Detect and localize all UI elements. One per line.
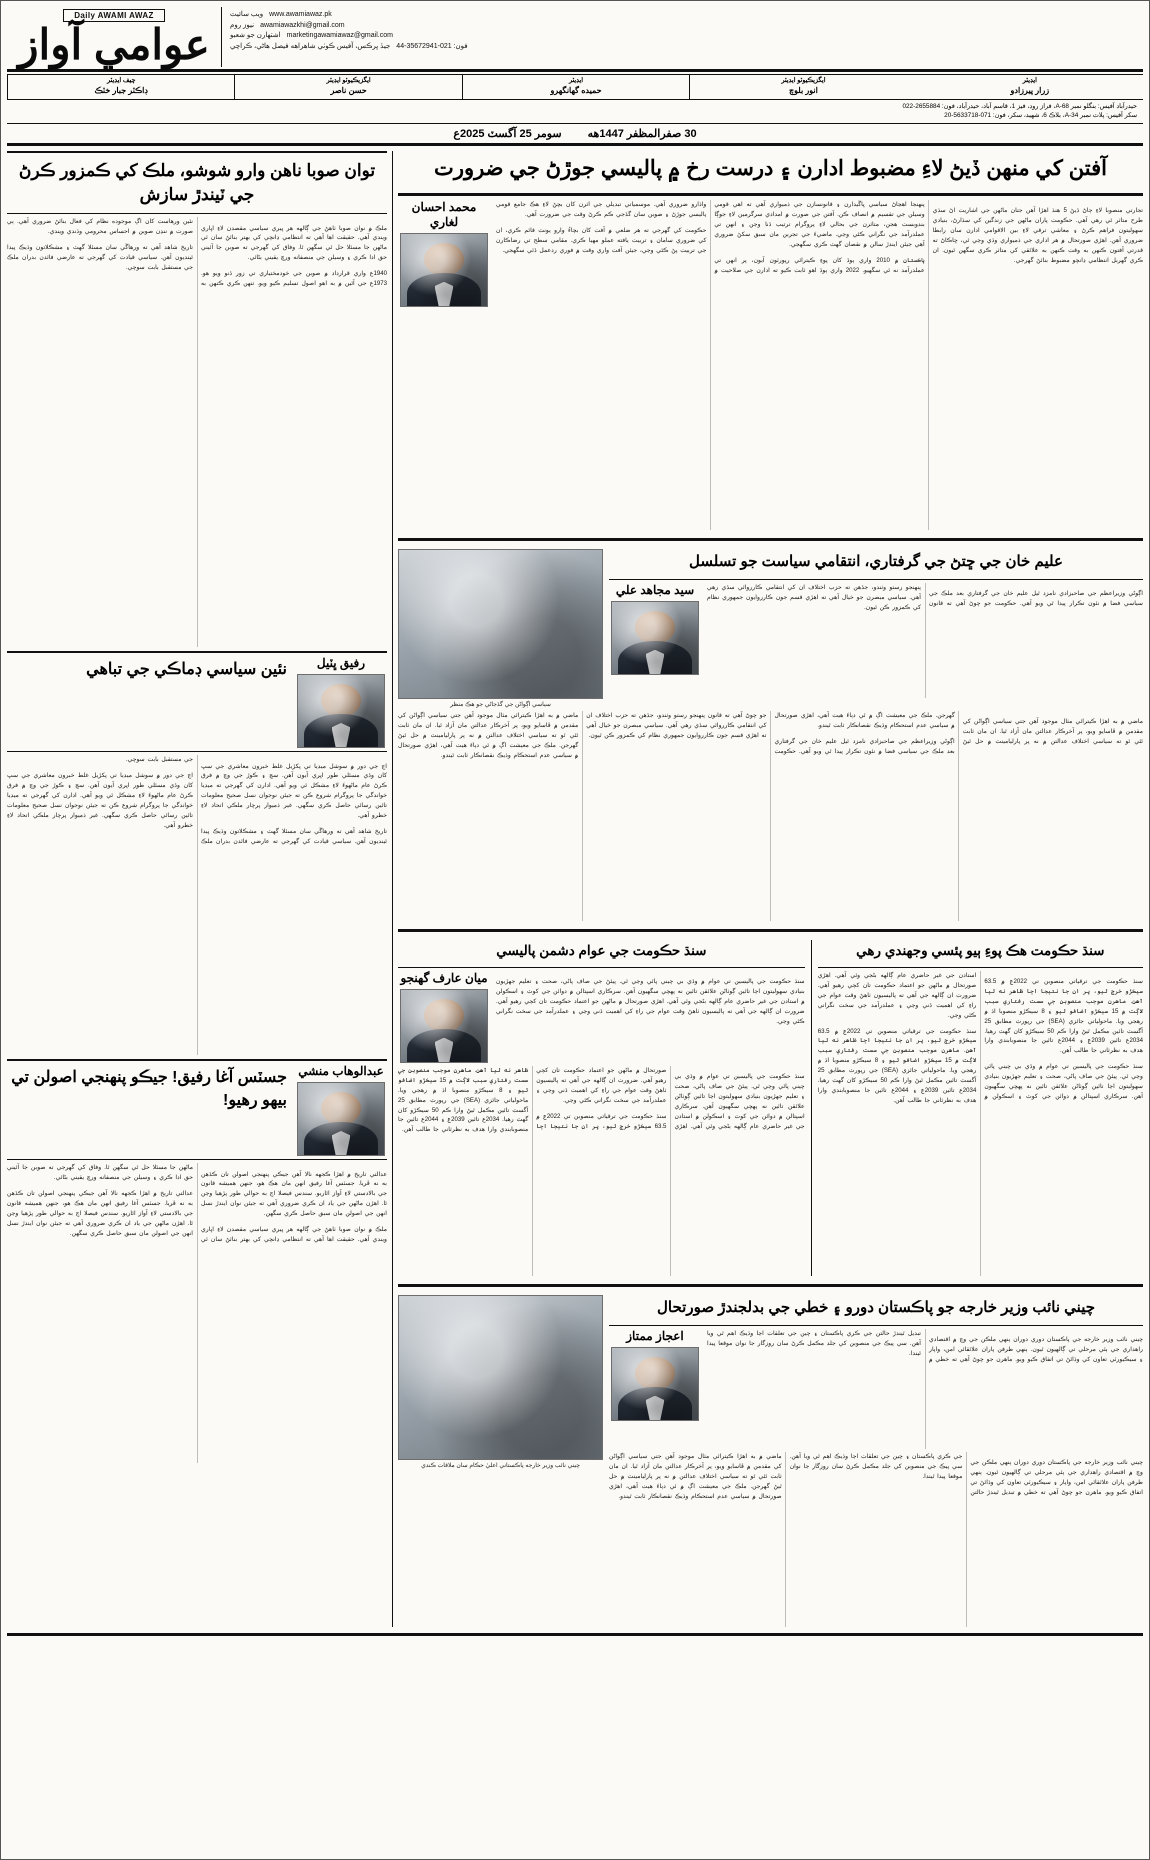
article-body bbox=[818, 971, 1143, 1276]
opinion-body bbox=[7, 217, 387, 647]
paragraph: چيني نائب وزير خارجه جي پاڪستان دوري دوران ٻنهي ملڪن جي وچ ۾ اقتصادي راهداري جي ٻئي مرحلي تي ڳالهيون ٿيون. ٻنهي طرفن پاران علائقائي امن، واپار ۽ سيڪيورٽي تعاون کي وڌائڻ تي اتفاق ڪيو ويو. ماهرن جو چوڻ آهي ته خطي ۾ تبديل ٿيندڙ حالتن جي ڪري پاڪستان ۽ چين جي تعلقات اڃا وڌيڪ اهم ٿي ويا آهن. سي پيڪ جي منصوبن کي جلد مڪمل ڪرڻ سان روزگار جا نوان موقعا پيدا ٿيندا. bbox=[707, 1330, 1143, 1363]
news-photo-block bbox=[398, 1295, 603, 1469]
opinion-article-justice bbox=[7, 1059, 387, 1463]
office-addresses bbox=[7, 100, 1143, 124]
staff-executive-editor-2 bbox=[689, 75, 916, 98]
staff-name: ڊاڪٽر جبار خٽڪ bbox=[94, 85, 148, 95]
paragraph: تجارتي منصوبا لاءِ ڄاڻ ڏيڻ 5 هنڌ اهڙا آهن جتان ماڻهن جي اشاريت اڻ سڌي طرح متاثر ٿي رهي آهي. حڪومت پاران ماڻهن جي زندگين کي سڌارڻ، بنيادي سهوليتون فراهم ڪرڻ ۽ معاشي ترقي لاءِ بين الاقوامي ادارن سان رابطا ضروري آهن. اهڙي صورتحال ۾ هر اداري جي ذميواري وڌي وڃي ٿي، ڇاڪاڻ ته قدرتي آفتون ڪنهن به وقت ڪنهن به علائقي کي متاثر ڪري سگهن ٿيون. ان ڪري گهربل انتظامي ڍانچو مضبوط بنائڻ گهرجي. bbox=[932, 207, 1143, 264]
paragraph: 1940ع واري قرارداد ۾ صوبن جي خودمختياري تي زور ڏنو ويو هو. 1973ع جي آئين ۾ به اهو اصول تسليم ڪيو ويو. تنهن ڪري ڪنهن به نئين ورهاست کان اڳ موجوده نظام کي فعال بنائڻ ضروري آهي. ٻي صورت ۾ ننڍن صوبن ۾ احساس محرومي وڌندي ويندي. bbox=[7, 218, 387, 287]
author-name: سيد مجاهد علي bbox=[615, 583, 695, 598]
opinion-headline: نئين سياسي ڊماڪي جي تباهي bbox=[86, 661, 287, 679]
author-photo bbox=[297, 1082, 385, 1156]
paragraph: سنڌ حڪومت جي ترقياتي منصوبن تي 2022ع ۾ 63.5 سيڪڙو خرچ ٿيو، پر ان جا نتيجا اڃا ظاهر نه ٿيا آهن. ماهرن موجب منصوبن جي سست رفتاري سبب لاڳت ۾ 15 سيڪڙو اضافو ٿيو ۽ 8 سيڪڙو منصوبا اڌ ۾ رهجي ويا. ماحولياتي جائزي (SEA) جي رپورٽ مطابق 25 آگسٽ تائين مڪمل ٿيڻ وارا ڪم 50 سيڪڙو کان گهٽ رهيا. 2034ع تائين 2039ع ۽ 2044ع تائين جا منصوبابندي وارا هدف به نظرثاني جا طالب آهن. bbox=[398, 1067, 667, 1134]
paragraph: ماضي ۾ به اهڙا ڪيترائي مثال موجود آهن جتي سياسي اڳواڻن کي مقدمن ۾ ڦاسايو ويو، پر آخرڪار عدالتن مان آزاد ٿيا. ان مان ثابت ٿئي ٿو ته سياسي اختلاف عدالتن ۾ نه پر پارليامينٽ ۾ حل ٿيڻ گهرجن. ملڪ جي معيشت اڳ ۾ ئي دٻاءَ هيٺ آهي، اهڙي صورتحال ۾ سياسي عدم استحڪام وڌيڪ نقصانڪار ثابت ٿيندو. bbox=[774, 712, 1143, 746]
author-block bbox=[609, 583, 701, 698]
news-photo-block bbox=[398, 549, 603, 708]
article-body-continued bbox=[398, 1066, 805, 1276]
main-column bbox=[398, 151, 1143, 1627]
newsroom-email[interactable]: awamiawazkhi@gmail.com bbox=[260, 21, 345, 29]
staff-name: انور بلوچ bbox=[789, 85, 818, 95]
opinion-headline: جسٽس آغا رفيق! جيڪو پنهنجي اصولن تي بيهو رهيو! bbox=[11, 1069, 287, 1109]
staff-role: ايگزيڪيوٽو ايڊيٽر bbox=[326, 77, 371, 85]
staff-editor-2 bbox=[917, 75, 1143, 98]
paragraph: ملڪ ۾ نوان صوبا ٺاهڻ جي ڳالهه هر ڀيري سياسي مقصدن لاءِ اڀاري ويندي آهي. حقيقت اها آهي ته انتظامي ڍانچي کي بهتر بنائڻ سان ئي ماڻهن جا مسئلا حل ٿي سگهن ٿا. وفاق کي گهرجي ته صوبن جا آئيني حق ادا ڪري ۽ وسيلن جي منصفانه ورڇ يقيني بڻائي. bbox=[7, 1164, 387, 1243]
paragraph: ملڪ ۾ نوان صوبا ٺاهڻ جي ڳالهه هر ڀيري سياسي مقصدن لاءِ اڀاري ويندي آهي. حقيقت اها آهي ته انتظامي ڍانچي کي بهتر بنائڻ سان ئي ماڻهن جا مسئلا حل ٿي سگهن ٿا. وفاق کي گهرجي ته صوبن جا آئيني حق ادا ڪري ۽ وسيلن جي منصفانه ورڇ يقيني بڻائي. bbox=[201, 224, 387, 262]
author-photo bbox=[400, 989, 488, 1063]
paragraph: چيني نائب وزير خارجه جي پاڪستان دوري دوران ٻنهي ملڪن جي وچ ۾ اقتصادي راهداري جي ٻئي مرحلي تي ڳالهيون ٿيون. ٻنهي طرفن پاران علائقائي امن، واپار ۽ سيڪيورٽي تعاون کي وڌائڻ تي اتفاق ڪيو ويو. ماهرن جو چوڻ آهي ته خطي ۾ تبديل ٿيندڙ حالتن جي ڪري پاڪستان ۽ چين جي تعلقات اڃا وڌيڪ اهم ٿي ويا آهن. سي پيڪ جي منصوبن کي جلد مڪمل ڪرڻ سان روزگار جا نوان موقعا پيدا ٿيندا. bbox=[789, 1453, 1143, 1496]
paragraph: عدالتي تاريخ ۾ اهڙا ڪجهه نالا آهن جيڪي پنهنجي اصولن تان ڪڏهن به نه ڦريا. جسٽس آغا رفيق انهن مان هڪ هو، جنهن هميشه قانون جي بالادستي لاءِ آواز اٿاريو. سندس فيصلا اڄ به حوالي طور پڙهيا وڃن ٿا. اهڙن ماڻهن جي ياد ان ڪري ضروري آهي ته جيئن نوان ايندڙ نسل انهن جي اصولن مان سبق حاصل ڪري سگهن. bbox=[201, 1170, 387, 1217]
author-photo bbox=[297, 674, 385, 748]
page-footer-rule bbox=[7, 1633, 1143, 1636]
author-block bbox=[295, 1064, 387, 1156]
article-headline: عليم خان جي ڇتڻ جي گرفتاري، انتقامي سياست جو تسلسل bbox=[689, 553, 1063, 571]
article-aleem-khan bbox=[398, 549, 1143, 921]
author-name: محمد احسان لغاري bbox=[411, 200, 477, 230]
paragraph: سنڌ حڪومت جي پاليسين تي عوام ۾ وڏي بي چيني پائي وڃي ٿي. پيئڻ جي صاف پاڻي، صحت ۽ تعليم جهڙيون بنيادي سهوليتون اڃا تائين ڳوٺاڻن علائقن تائين نه پهچي سگهيون آهن. سرڪاري اسپتالن ۾ دوائن جي کوٽ ۽ اسڪولن ۾ استادن جي غير حاضري عام ڳالهه بڻجي وئي آهي. اهڙي صورتحال ۾ ماڻهن جو اعتماد حڪومت تان کڄي رهيو آهي. ضرورت ان ڳالهه جي آهي ته پاليسيون ٺاهڻ وقت عوام جي راءِ کي اهميت ڏني وڃي ۽ عملدرآمد جي سخت نگراني ڪئي وڃي. bbox=[496, 978, 805, 1025]
article-row-sindh bbox=[398, 940, 1143, 1276]
staff-role: ايڊيٽر bbox=[1022, 77, 1037, 85]
article-body-continued bbox=[609, 1452, 1143, 1627]
paragraph: اڳوڻي وزيراعظم جي صاحبزادي نامزد ٿيل عليم خان جي گرفتاري بعد ملڪ جي سياسي فضا ۾ نئون تڪرار پيدا ٿي ويو آهي. حڪومت جو چوڻ آهي ته قانون پنهنجو رستو وٺندو، جڏهن ته حزب اختلاف ان کي انتقامي ڪارروائي سڏي رهي آهي. سياسي مبصرن جو خيال آهي ته اهڙي قسم جون ڪارروايون جمهوري نظام کي ڪمزور ڪن ٿيون. bbox=[707, 584, 1143, 611]
logo-english: Daily AWAMI AWAZ bbox=[63, 9, 165, 22]
masthead-phone: فون: 021-35672941-44 bbox=[396, 42, 468, 50]
opinion-column bbox=[7, 151, 387, 1627]
staff-role: ايگزيڪيوٽو ايڊيٽر bbox=[781, 77, 826, 85]
lead-body bbox=[496, 200, 1143, 530]
newsroom-label: نيوز روم bbox=[230, 21, 255, 29]
paragraph: پاڪستان ۾ 2010 واري ٻوڏ کان پوءِ ڪيترائي رپورٽون آيون، پر انهن تي عملدرآمد نه ٿي سگهيو. 2022 واري ٻوڏ اهو ثابت ڪيو ته ادارن جي صلاحيت ۾ واڌارو ضروري آهي. موسمياتي تبديلي جي اثرن کان بچڻ لاءِ هڪ جامع قومي پاليسي جوڙڻ ۽ صوبن سان گڏجي ڪم ڪرڻ وقت جي ضرورت آهي. bbox=[496, 201, 925, 274]
staff-editor-1 bbox=[462, 75, 689, 98]
logo-sindhi: عوامي آواز bbox=[18, 21, 210, 68]
masthead bbox=[7, 7, 1143, 72]
lead-headline: آفتن کي منهن ڏيڻ لاءِ مضبوط ادارن ۽ درست رخ ۾ پاليسي جوڙڻ جي ضرورت bbox=[434, 156, 1107, 180]
opinion-body bbox=[7, 1163, 387, 1463]
author-name: رفيق ڀٽيل bbox=[316, 656, 366, 671]
lead-article bbox=[398, 151, 1143, 530]
article-headline: سنڌ حڪومت هڪ پوءِ ٻيو پئسي وجهندي رهي bbox=[856, 943, 1105, 959]
paragraph: تاريخ شاهد آهي ته ورهاڱي سان مسئلا گهٽ ۽ مشڪلاتون وڌيڪ پيدا ٿينديون آهن. سياسي قيادت کي گهرجي ته عارضي فائدن بدران ملڪ جي مستقبل بابت سوچي. bbox=[7, 244, 193, 271]
date-gregorian: سومر 25 آگسٽ 2025ع bbox=[453, 127, 562, 140]
paragraph: سنڌ حڪومت جي پاليسين تي عوام ۾ وڏي بي چيني پائي وڃي ٿي. پيئڻ جي صاف پاڻي، صحت ۽ تعليم جهڙيون بنيادي سهوليتون اڃا تائين ڳوٺاڻن علائقن تائين نه پهچي سگهيون آهن. سرڪاري اسپتالن ۾ دوائن جي کوٽ ۽ اسڪولن ۾ استادن جي غير حاضري عام ڳالهه بڻجي وئي آهي. اهڙي صورتحال ۾ ماڻهن جو اعتماد حڪومت تان کڄي رهيو آهي. ضرورت ان ڳالهه جي آهي ته پاليسيون ٺاهڻ وقت عوام جي راءِ کي اهميت ڏني وڃي ۽ عملدرآمد جي سخت نگراني ڪئي وڃي. bbox=[817, 972, 1143, 1100]
news-photo bbox=[398, 1295, 603, 1460]
article-body bbox=[707, 1329, 1143, 1449]
ads-label: اشتهارن جو شعبو bbox=[230, 32, 281, 39]
staff-role: ايڊيٽر bbox=[568, 77, 584, 85]
author-name: عبدالوهاب منشي bbox=[298, 1064, 384, 1079]
article-headline: سنڌ حڪومت جي عوام دشمن پاليسي bbox=[496, 943, 707, 959]
lead-author-block bbox=[398, 200, 490, 530]
masthead-contact bbox=[222, 7, 1143, 67]
article-body bbox=[496, 971, 805, 1061]
paragraph: اڳوڻي وزيراعظم جي صاحبزادي نامزد ٿيل عليم خان جي گرفتاري بعد ملڪ جي سياسي فضا ۾ نئون تڪرار پيدا ٿي ويو آهي. حڪومت جو چوڻ آهي ته قانون پنهنجو رستو وٺندو، جڏهن ته حزب اختلاف ان کي انتقامي ڪارروائي سڏي رهي آهي. سياسي مبصرن جو خيال آهي ته اهڙي قسم جون ڪارروايون جمهوري نظام کي ڪمزور ڪن ٿيون. bbox=[586, 712, 955, 755]
paragraph: اڄ جي دور ۾ سوشل ميڊيا تي پکڙيل غلط خبرون معاشري جي سڀ کان وڏي مسئلي طور اڀري آيون آهن. سچ ۽ ڪوڙ جي وچ ۾ فرق ڪرڻ عام ماڻهوءَ لاءِ مشڪل ٿي ويو آهي. ادارن کي گهرجي ته ميڊيا خواندگي جا پروگرام شروع ڪن ته جيئن نوجوان نسل صحيح معلومات تائين رسائي حاصل ڪري سگهي. غير ذميوار پرچار ملڪي اتحاد لاءِ خطرو آهي. bbox=[7, 772, 193, 829]
article-china-visit bbox=[398, 1295, 1143, 1627]
author-name: اعجاز ممتاز bbox=[626, 1329, 684, 1344]
news-photo bbox=[398, 549, 603, 699]
paragraph: پنهنجا اهڃاڻ سياسي ڀاڱيدارن ۽ قانونسازن جي ذميواري آهي ته اهي قومي وسيلن جي تقسيم ۾ انصاف ڪن. آفتن جي صورت ۾ امدادي سرگرمين لاءِ جوڳا بندوبست هجن، متاثرن جي بحالي لاءِ پروگرام ترتيب ڏنا وڃن ۽ انهن تي عملدرآمد جي نگراني ڪئي وڃي. ماضيءَ جي تجربن مان سبق سکڻ ضروري آهي جيئن ايندڙ سالن ۾ نقصان گهٽ ڪري سگهجي. bbox=[714, 201, 925, 248]
date-hijri: 30 صفرالمظفر 1447هه bbox=[587, 127, 697, 140]
karachi-office-address: جيڏ ڀرڪس، آفيس ڪوٺي شاهراهه فيصل هاڻي، ڪراچي bbox=[230, 42, 391, 50]
article-body-continued bbox=[398, 711, 1143, 921]
staff-bar bbox=[7, 74, 1143, 99]
staff-name: حسن ناصر bbox=[330, 85, 367, 95]
author-block bbox=[398, 971, 490, 1063]
staff-name: حميده گهانگهرو bbox=[550, 85, 602, 95]
masthead-logo bbox=[7, 7, 221, 67]
author-photo bbox=[611, 601, 699, 675]
article-headline: چيني نائب وزير خارجه جو پاڪستان دورو ۽ خطي جي بدلجندڙ صورتحال bbox=[657, 1299, 1095, 1317]
author-photo bbox=[400, 233, 488, 307]
opinion-headline: توان صوبا ناهن وارو شوشو، ملڪ کي ڪمزور ڪرڻ جي ٽيندڙ سازش bbox=[18, 160, 376, 204]
article-sea-report bbox=[818, 940, 1143, 1276]
article-sindh-policy bbox=[398, 940, 805, 1276]
paragraph: سنڌ حڪومت جي ترقياتي منصوبن تي 2022ع ۾ 63.5 سيڪڙو خرچ ٿيو، پر ان جا نتيجا اڃا ظاهر نه ٿيا آهن. ماهرن موجب منصوبن جي سست رفتاري سبب لاڳت ۾ 15 سيڪڙو اضافو ٿيو ۽ 8 سيڪڙو منصوبا اڌ ۾ رهجي ويا. ماحولياتي جائزي (SEA) جي رپورٽ مطابق 25 آگسٽ تائين مڪمل ٿيڻ وارا ڪم 50 سيڪڙو کان گهٽ رهيا. 2034ع تائين 2039ع ۽ 2044ع تائين جا منصوبابندي وارا هدف به نظرثاني جا طالب آهن. bbox=[984, 978, 1143, 1055]
article-body bbox=[707, 583, 1143, 698]
website-label: ويب سائيٽ bbox=[230, 11, 264, 18]
dateline bbox=[7, 124, 1143, 146]
paragraph: سنڌ حڪومت جي ترقياتي منصوبن تي 2022ع ۾ 63.5 سيڪڙو خرچ ٿيو، پر ان جا نتيجا اڃا ظاهر نه ٿيا آهن. ماهرن موجب منصوبن جي سست رفتاري سبب لاڳت ۾ 15 سيڪڙو اضافو ٿيو ۽ 8 سيڪڙو منصوبا اڌ ۾ رهجي ويا. ماحولياتي جائزي (SEA) جي رپورٽ مطابق 25 آگسٽ تائين مڪمل ٿيڻ وارا ڪم 50 سيڪڙو کان گهٽ رهيا. 2034ع تائين 2039ع ۽ 2044ع تائين جا منصوبابندي وارا هدف به نظرثاني جا طالب آهن. bbox=[817, 1027, 977, 1104]
page-body bbox=[7, 151, 1143, 1627]
author-name: ميان عارف گهنجو bbox=[400, 971, 488, 986]
opinion-article-media bbox=[7, 651, 387, 1055]
paragraph: ماضي ۾ به اهڙا ڪيترائي مثال موجود آهن جتي سياسي اڳواڻن کي مقدمن ۾ ڦاسايو ويو، پر آخرڪار عدالتن مان آزاد ٿيا. ان مان ثابت ٿئي ٿو ته سياسي اختلاف عدالتن ۾ نه پر پارليامينٽ ۾ حل ٿيڻ گهرجن. ملڪ جي معيشت اڳ ۾ ئي دٻاءَ هيٺ آهي، اهڙي صورتحال ۾ سياسي عدم استحڪام وڌيڪ نقصانڪار ثابت ٿيندو. bbox=[609, 1453, 782, 1500]
opinion-article-provinces bbox=[7, 151, 387, 648]
photo-caption: چيني نائب وزير خارجه پاڪستاني اعليٰ حڪام سان ملاقات ڪندي bbox=[421, 1463, 580, 1470]
hyderabad-office: حيدرآباد آفيس: بنگلو نمبر 68-A، فراز روڊ، فيز 1، قاسم آباد، حيدرآباد، فون: 2655884-022 bbox=[902, 102, 1137, 110]
opinion-body bbox=[7, 755, 387, 1055]
author-block bbox=[295, 656, 387, 748]
paragraph: ماضي ۾ به اهڙا ڪيترائي مثال موجود آهن جتي سياسي اڳواڻن کي مقدمن ۾ ڦاسايو ويو، پر آخرڪار عدالتن مان آزاد ٿيا. ان مان ثابت ٿئي ٿو ته سياسي اختلاف عدالتن ۾ نه پر پارليامينٽ ۾ حل ٿيڻ گهرجن. ملڪ جي معيشت اڳ ۾ ئي دٻاءَ هيٺ آهي، اهڙي صورتحال ۾ سياسي عدم استحڪام وڌيڪ نقصانڪار ثابت ٿيندو. bbox=[398, 712, 579, 759]
staff-chief-editor bbox=[7, 75, 234, 98]
author-block bbox=[609, 1329, 701, 1449]
paragraph: حڪومت کي گهرجي ته هر ضلعي ۾ آفت کان بچاءُ وارو يونٽ قائم ڪري، ان کي ضروري سامان ۽ تربيت يافته عملو مهيا ڪري. مقامي سطح تي رضاڪارن جي تربيت پڻ ڪئي وڃي، جيئن آفت واري وقت ۾ فوري ردعمل ڏئي سگهجي. bbox=[496, 227, 707, 254]
staff-role: چيف ايڊيٽر bbox=[106, 77, 136, 85]
staff-name: زرار پيرزادو bbox=[1010, 85, 1050, 95]
paragraph: تاريخ شاهد آهي ته ورهاڱي سان مسئلا گهٽ ۽ مشڪلاتون وڌيڪ پيدا ٿينديون آهن. سياسي قيادت کي گهرجي ته عارضي فائدن بدران ملڪ جي مستقبل بابت سوچي. bbox=[125, 756, 387, 845]
author-photo bbox=[611, 1347, 699, 1421]
website-url[interactable]: www.awamiawaz.pk bbox=[269, 11, 332, 18]
paragraph: عدالتي تاريخ ۾ اهڙا ڪجهه نالا آهن جيڪي پنهنجي اصولن تان ڪڏهن به نه ڦريا. جسٽس آغا رفيق انهن مان هڪ هو، جنهن هميشه قانون جي بالادستي لاءِ آواز اٿاريو. سندس فيصلا اڄ به حوالي طور پڙهيا وڃن ٿا. اهڙن ماڻهن جي ياد ان ڪري ضروري آهي ته جيئن نوان ايندڙ نسل انهن جي اصولن مان سبق حاصل ڪري سگهن. bbox=[7, 1190, 193, 1237]
ads-email[interactable]: marketingawamiawaz@gmail.com bbox=[286, 32, 393, 39]
paragraph: سنڌ حڪومت جي پاليسين تي عوام ۾ وڏي بي چيني پائي وڃي ٿي. پيئڻ جي صاف پاڻي، صحت ۽ تعليم جهڙيون بنيادي سهوليتون اڃا تائين ڳوٺاڻن علائقن تائين نه پهچي سگهيون آهن. سرڪاري اسپتالن ۾ دوائن جي کوٽ ۽ اسڪولن ۾ استادن جي غير حاضري عام ڳالهه بڻجي وئي آهي. اهڙي صورتحال ۾ ماڻهن جو اعتماد حڪومت تان کڄي رهيو آهي. ضرورت ان ڳالهه جي آهي ته پاليسيون ٺاهڻ وقت عوام جي راءِ کي اهميت ڏني وڃي ۽ عملدرآمد جي سخت نگراني ڪئي وڃي. bbox=[536, 1067, 805, 1130]
paragraph: اڄ جي دور ۾ سوشل ميڊيا تي پکڙيل غلط خبرون معاشري جي سڀ کان وڏي مسئلي طور اڀري آيون آهن. سچ ۽ ڪوڙ جي وچ ۾ فرق ڪرڻ عام ماڻهوءَ لاءِ مشڪل ٿي ويو آهي. ادارن کي گهرجي ته ميڊيا خواندگي جا پروگرام شروع ڪن ته جيئن نوجوان نسل صحيح معلومات تائين رسائي حاصل ڪري سگهي. غير ذميوار پرچار ملڪي اتحاد لاءِ خطرو آهي. bbox=[201, 762, 387, 819]
sukkur-office: سکر آفيس: پلاٽ نمبر 34-A، بلاڪ 6، شهيد، سکر، فون: 071-5633718-20 bbox=[944, 112, 1137, 120]
staff-executive-editor-1 bbox=[234, 75, 461, 98]
photo-caption: سياسي اڳواڻن جي گڏجاڻي جو هڪ منظر bbox=[450, 702, 551, 709]
